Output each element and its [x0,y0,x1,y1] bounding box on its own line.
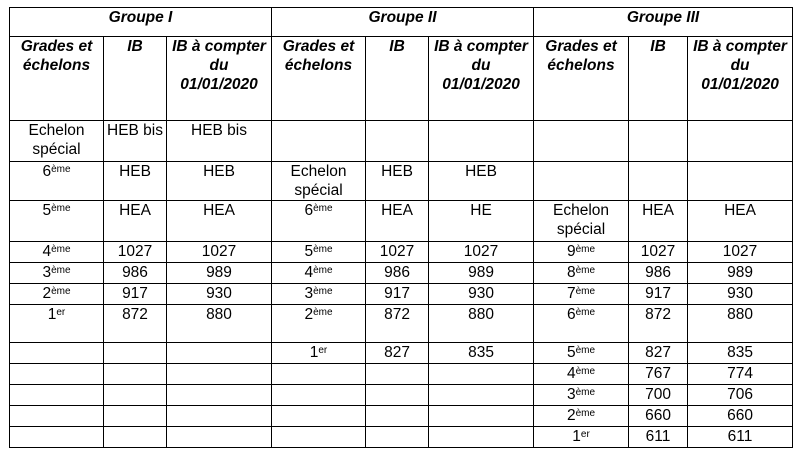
g2-ib-cell [366,263,429,284]
g3-ib-value: 611 [645,428,671,445]
g1-ib-value: 986 [122,264,148,281]
g3-grade-suffix: ème [575,307,596,318]
g2-ib-cell [366,162,429,201]
g2-ib2020-value: 835 [468,344,494,361]
g1-ib2020-cell [167,162,272,201]
g2-grade-cell [272,343,366,364]
g1-ib-cell [104,406,167,427]
g1-grade-cell [10,162,104,201]
g3-ib2020-value: 989 [727,264,753,281]
g1-grade-value: 5 [42,202,52,219]
g3-grade-value: 1 [572,428,581,445]
g3-ib2020-value: 1027 [722,243,758,260]
g2-ib-value: HEB [381,163,413,180]
g2-ib2020-cell [429,364,534,385]
g3-ib2020-cell [688,343,793,364]
g3-grade-cell [534,284,629,305]
g3-ib-value: 1027 [640,243,676,260]
g3-ib-cell [629,121,688,162]
g1-grade-value: 3 [42,264,52,281]
g3-ib2020-cell [688,284,793,305]
g1-grade-value: 4 [42,243,52,260]
table-row [10,121,793,162]
g3-ib-cell [629,427,688,448]
g2-ib2020-cell [429,427,534,448]
g1-grade-cell [10,406,104,427]
g1-grade-cell [10,385,104,406]
g2-ib-cell [366,427,429,448]
g3-ib-cell [629,162,688,201]
g2-ib2020-header: IB à compter du 01/01/2020 [429,37,534,121]
g3-grade-suffix: ème [575,265,596,276]
g1-ib-cell [104,121,167,162]
g2-grade-value: 5 [304,243,314,260]
g3-grade-value: 6 [566,306,576,323]
g3-grade-suffix: ème [575,244,596,255]
table-body [10,121,793,448]
g1-ib2020-cell [167,305,272,343]
g2-ib2020-value: 880 [468,306,494,323]
g3-ib2020-value: 611 [727,428,753,445]
g2-grade-suffix: ème [313,265,333,276]
g3-ib2020-cell [688,305,793,343]
g1-ib-cell [104,305,167,343]
g3-ib-cell [629,364,688,385]
g3-grade-suffix: ème [575,286,596,297]
g3-ib-value: 872 [645,306,671,323]
g1-ib-value: HEA [119,202,151,219]
g1-grade-suffix: er [56,307,66,318]
g1-ib2020-cell [167,427,272,448]
g3-ib-value: HEA [642,202,674,219]
g2-ib-cell [366,305,429,343]
g2-ib-cell [366,343,429,364]
g3-ib-cell [629,406,688,427]
g2-grade-suffix: ème [313,286,333,297]
g2-grade-cell [272,427,366,448]
g2-grade-cell [272,263,366,284]
g2-ib-value: 827 [384,344,410,361]
g1-grade-suffix: ème [51,244,71,255]
g1-ib2020-cell [167,364,272,385]
g1-ib-cell [104,364,167,385]
g3-grade-value: 3 [566,386,576,403]
g1-grade-cell [10,284,104,305]
g3-ib2020-cell [688,263,793,284]
g1-grade-value: 2 [42,285,52,302]
g1-ib2020-cell [167,121,272,162]
g2-grade-value: 1 [309,344,319,361]
g2-ib-cell [366,406,429,427]
g1-grade-cell [10,305,104,343]
g3-ib-cell [629,201,688,242]
g1-ib2020-value: 930 [206,285,232,302]
g3-ib2020-value: 930 [727,285,753,302]
g3-grade-value: 4 [566,365,576,382]
g3-grade-cell [534,427,629,448]
g3-ib-cell [629,343,688,364]
g2-ib-value: 917 [384,285,410,302]
g1-grade-suffix: ème [51,164,71,175]
g3-grade-value: 2 [566,407,576,424]
group-2-header: Groupe II [272,8,534,37]
g1-ib2020-value: HEB bis [191,122,247,139]
g2-grade-value: 6 [304,202,314,219]
table-row [10,427,793,448]
g3-grade-value: 8 [566,264,576,281]
g3-ib2020-value: HEA [724,202,756,219]
g2-ib-cell [366,242,429,263]
table-row [10,406,793,427]
g3-ib2020-value: 706 [727,386,753,403]
g2-ib2020-cell [429,385,534,406]
g1-grade-value: 6 [42,163,52,180]
g3-ib-header: IB [629,37,688,121]
g1-ib-header: IB [104,37,167,121]
g1-ib2020-cell [167,406,272,427]
g3-grade-suffix: er [580,429,590,440]
g1-ib2020-value: 989 [206,264,232,281]
column-header-row [10,37,793,121]
g2-grade-suffix: ème [313,203,333,214]
g3-ib-value: 660 [645,407,671,424]
g3-ib2020-value: 880 [727,306,753,323]
table-row [10,201,793,242]
g1-ib-cell [104,263,167,284]
g3-ib-cell [629,305,688,343]
g3-ib-value: 827 [645,344,671,361]
g3-ib2020-cell [688,364,793,385]
g3-grade-cell [534,263,629,284]
g2-ib2020-cell [429,343,534,364]
g1-ib2020-cell [167,201,272,242]
g3-ib-value: 767 [645,365,671,382]
g2-grade-cell [272,284,366,305]
g3-ib-cell [629,263,688,284]
group-1-header: Groupe I [10,8,272,37]
g2-grade-cell [272,406,366,427]
table-row [10,263,793,284]
g1-ib2020-value: HEA [203,202,235,219]
table-row [10,364,793,385]
g1-ib-cell [104,284,167,305]
g3-grade-cell [534,201,629,242]
g2-ib-value: 986 [384,264,410,281]
g2-grades-header: Grades et échelons [272,37,366,121]
g1-grade-suffix: ème [51,203,71,214]
g3-ib2020-cell [688,406,793,427]
g1-ib2020-value: 880 [206,306,232,323]
g2-ib2020-value: 989 [468,264,494,281]
table-row [10,305,793,343]
g1-ib2020-header: IB à compter du 01/01/2020 [167,37,272,121]
g2-grade-value: Echelon spécial [290,163,347,199]
g2-ib-cell [366,121,429,162]
g2-ib-cell [366,385,429,406]
g1-grade-cell [10,427,104,448]
g2-grade-value: 4 [304,264,314,281]
g2-ib-value: 1027 [379,243,415,260]
g3-ib2020-cell [688,385,793,406]
g2-ib2020-cell [429,242,534,263]
table-row [10,162,793,201]
g2-grade-value: 3 [304,285,314,302]
g3-ib-value: 700 [645,386,671,403]
g2-grade-value: 2 [304,306,314,323]
g2-ib-value: 872 [384,306,410,323]
g3-ib-value: 917 [645,285,671,302]
g3-ib2020-cell [688,242,793,263]
g3-ib2020-cell [688,201,793,242]
g3-ib2020-cell [688,427,793,448]
g1-grade-value: 1 [47,306,57,323]
g3-grade-cell [534,305,629,343]
g3-ib2020-value: 774 [727,365,753,382]
g3-grades-header: Grades et échelons [534,37,629,121]
g3-ib-cell [629,385,688,406]
g1-ib-value: 1027 [117,243,153,260]
g2-ib-value: HEA [381,202,413,219]
table-row [10,385,793,406]
g3-ib2020-header: IB à compter du 01/01/2020 [688,37,793,121]
g3-grade-cell [534,343,629,364]
g3-grade-value: Echelon spécial [553,202,610,238]
g3-ib-value: 986 [645,264,671,281]
g3-ib-cell [629,284,688,305]
g2-ib2020-cell [429,284,534,305]
table-row [10,242,793,263]
g1-grade-value: Echelon spécial [28,122,85,158]
g1-ib-cell [104,201,167,242]
group-header-row [10,8,793,37]
g1-grade-cell [10,121,104,162]
g3-ib2020-value: 835 [727,344,753,361]
g1-ib-cell [104,427,167,448]
g2-ib-cell [366,364,429,385]
g2-grade-cell [272,385,366,406]
group-3-header: Groupe III [534,8,793,37]
g1-ib-value: 917 [122,285,148,302]
g2-ib2020-cell [429,162,534,201]
g2-ib2020-value: 930 [468,285,494,302]
g3-grade-suffix: ème [575,387,596,398]
g2-ib-cell [366,201,429,242]
table-row [10,284,793,305]
g3-ib-cell [629,242,688,263]
g2-grade-cell [272,162,366,201]
grade-table [9,7,793,448]
g1-ib-cell [104,343,167,364]
g1-ib-value: 872 [122,306,148,323]
g2-grade-cell [272,201,366,242]
g1-ib2020-cell [167,385,272,406]
g2-ib2020-cell [429,201,534,242]
g2-ib-cell [366,284,429,305]
g3-grade-value: 5 [566,344,576,361]
g2-ib2020-cell [429,305,534,343]
g3-grade-suffix: ème [575,408,596,419]
g1-grade-cell [10,242,104,263]
g1-grade-cell [10,201,104,242]
g2-ib2020-value: HEB [465,163,497,180]
g2-ib2020-cell [429,406,534,427]
g1-ib-cell [104,242,167,263]
g3-grade-cell [534,406,629,427]
table-row [10,343,793,364]
g3-grade-cell [534,242,629,263]
g1-ib2020-value: 1027 [201,243,237,260]
g3-grade-cell [534,364,629,385]
g3-grade-value: 9 [566,243,576,260]
g2-grade-cell [272,305,366,343]
g2-grade-cell [272,242,366,263]
g3-ib2020-cell [688,121,793,162]
g1-ib2020-cell [167,242,272,263]
g1-grade-cell [10,364,104,385]
g1-ib-value: HEB [119,163,151,180]
g2-grade-suffix: ème [313,244,333,255]
g1-ib2020-value: HEB [203,163,235,180]
g3-grade-cell [534,385,629,406]
g1-grade-suffix: ème [51,265,71,276]
g2-ib2020-cell [429,263,534,284]
g1-grade-cell [10,263,104,284]
g1-grades-header: Grades et échelons [10,37,104,121]
g2-grade-cell [272,121,366,162]
g1-ib-cell [104,385,167,406]
g2-ib-header: IB [366,37,429,121]
g3-ib2020-value: 660 [727,407,753,424]
g2-grade-cell [272,364,366,385]
g1-grade-suffix: ème [51,286,71,297]
g1-ib2020-cell [167,284,272,305]
g3-ib2020-cell [688,162,793,201]
g2-ib2020-value: 1027 [463,243,499,260]
g1-ib2020-cell [167,263,272,284]
g1-ib-value: HEB bis [107,122,163,139]
g3-grade-cell [534,121,629,162]
g2-grade-suffix: er [318,345,328,356]
g3-grade-suffix: ème [575,345,596,356]
g3-grade-cell [534,162,629,201]
g3-grade-suffix: ème [575,366,596,377]
g2-ib2020-cell [429,121,534,162]
g1-ib-cell [104,162,167,201]
g1-ib2020-cell [167,343,272,364]
g1-grade-cell [10,343,104,364]
g2-ib2020-value: HE [470,202,492,219]
g2-grade-suffix: ème [313,307,333,318]
g3-grade-value: 7 [566,285,576,302]
